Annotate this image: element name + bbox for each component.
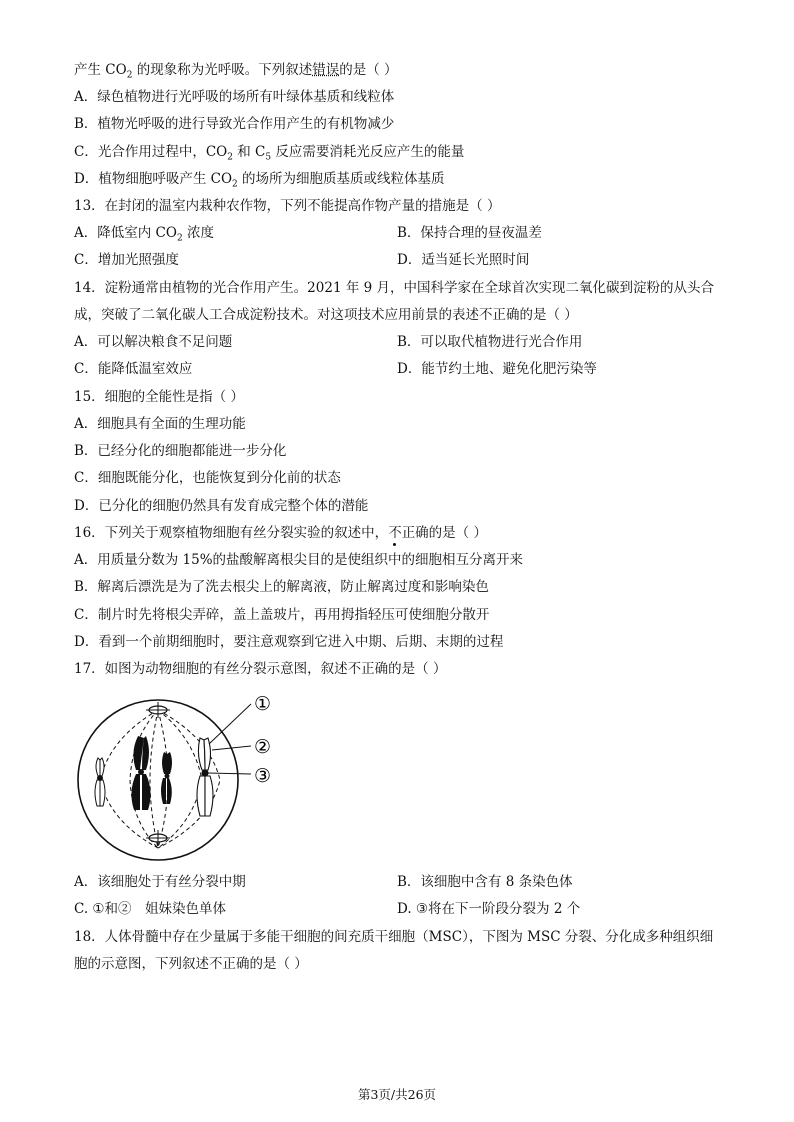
q17-option-d: D. ③将在下一阶段分裂为 2 个 [397,901,581,917]
label-1: ① [254,693,272,715]
q16-option-b: B．解离后漂洗是为了洗去根尖上的解离液，防止解离过度和影响染色 [74,579,489,595]
q15-option-b: B．已经分化的细胞都能进一步分化 [74,443,287,459]
chromosome-black-large [131,736,150,810]
q12-emphasis: 错误 [312,62,340,78]
q12-option-b: B．植物光呼吸的进行导致光合作用产生的有机物减少 [74,116,395,132]
q12-stem: 产生 $CO_2$ 的现象称为光呼吸。下列叙述错误的是（ ） [74,62,398,81]
label-2: ② [254,736,272,758]
q12-option-d: D．植物细胞呼吸产生 $CO_2$ 的场所为细胞质基质或线粒体基质 [74,171,445,190]
q14-option-b: B．可以取代植物进行光合作用 [397,334,583,350]
q17-option-c: C. ①和② 姐妹染色单体 [74,901,227,917]
q18-stem-line2: 胞的示意图，下列叙述不正确的是（ ） [74,956,308,972]
q13-option-a: A．降低室内 $CO_2$ 浓度 [74,225,214,244]
q17-option-a: A．该细胞处于有丝分裂中期 [74,874,246,890]
q15-option-c: C．细胞既能分化，也能恢复到分化前的状态 [74,470,341,486]
label-3: ③ [254,765,272,787]
q16-option-c: C．制片时先将根尖弄碎，盖上盖玻片，再用拇指轻压可使细胞分散开 [74,607,490,623]
q14-stem-line2: 成，突破了二氧化碳人工合成淀粉技术。对这项技术应用前景的表述不正确的是（ ） [74,307,578,323]
q16-emphasis-dot: 不 [388,525,402,541]
q13-option-d: D．适当延长光照时间 [397,252,530,268]
chromosome-white-left [95,758,105,806]
q13-stem: 13．在封闭的温室内栽种农作物，下列不能提高作物产量的措施是（ ） [74,198,501,214]
mitosis-diagram [70,688,290,868]
q13-option-c: C．增加光照强度 [74,252,179,268]
q14-option-a: A．可以解决粮食不足问题 [74,334,233,350]
q12-option-c: C．光合作用过程中，$CO_2$ 和 $C_5$ 反应需要消耗光反应产生的能量 [74,144,465,163]
q15-option-a: A．细胞具有全面的生理功能 [74,416,246,432]
q18-stem-line1: 18．人体骨髓中存在少量属于多能干细胞的间充质干细胞（MSC），下图为 MSC 分裂、分化成多种组织细 [74,929,714,945]
q14-stem-line1: 14．淀粉通常由植物的光合作用产生。2021 年 9 月，中国科学家在全球首次实现二氧化碳到淀粉的从头合 [74,280,714,296]
q16-stem: 16．下列关于观察植物细胞有丝分裂实验的叙述中，不正确的是（ ） [74,525,487,541]
chromosome-white-right [197,738,213,816]
q13-option-b: B．保持合理的昼夜温差 [397,225,542,241]
q14-option-d: D．能节约土地、避免化肥污染等 [397,361,597,377]
q16-option-a: A．用质量分数为 15%的盐酸解离根尖目的是使组织中的细胞相互分离开来 [74,552,524,568]
page-footer: 第3页/共26页 [357,1087,437,1102]
q16-option-d: D．看到一个前期细胞时，要注意观察到它进入中期、后期、末期的过程 [74,634,504,650]
q15-stem: 15．细胞的全能性是指（ ） [74,389,244,405]
q12-option-a: A．绿色植物进行光呼吸的场所有叶绿体基质和线粒体 [74,89,395,105]
q15-option-d: D．已分化的细胞仍然具有发育成完整个体的潜能 [74,498,369,514]
chromosome-black-small [161,752,172,804]
q14-option-c: C．能降低温室效应 [74,361,193,377]
q17-stem: 17．如图为动物细胞的有丝分裂示意图，叙述不正确的是（ ） [74,661,447,677]
q17-option-b: B．该细胞中含有 8 条染色体 [397,874,573,890]
